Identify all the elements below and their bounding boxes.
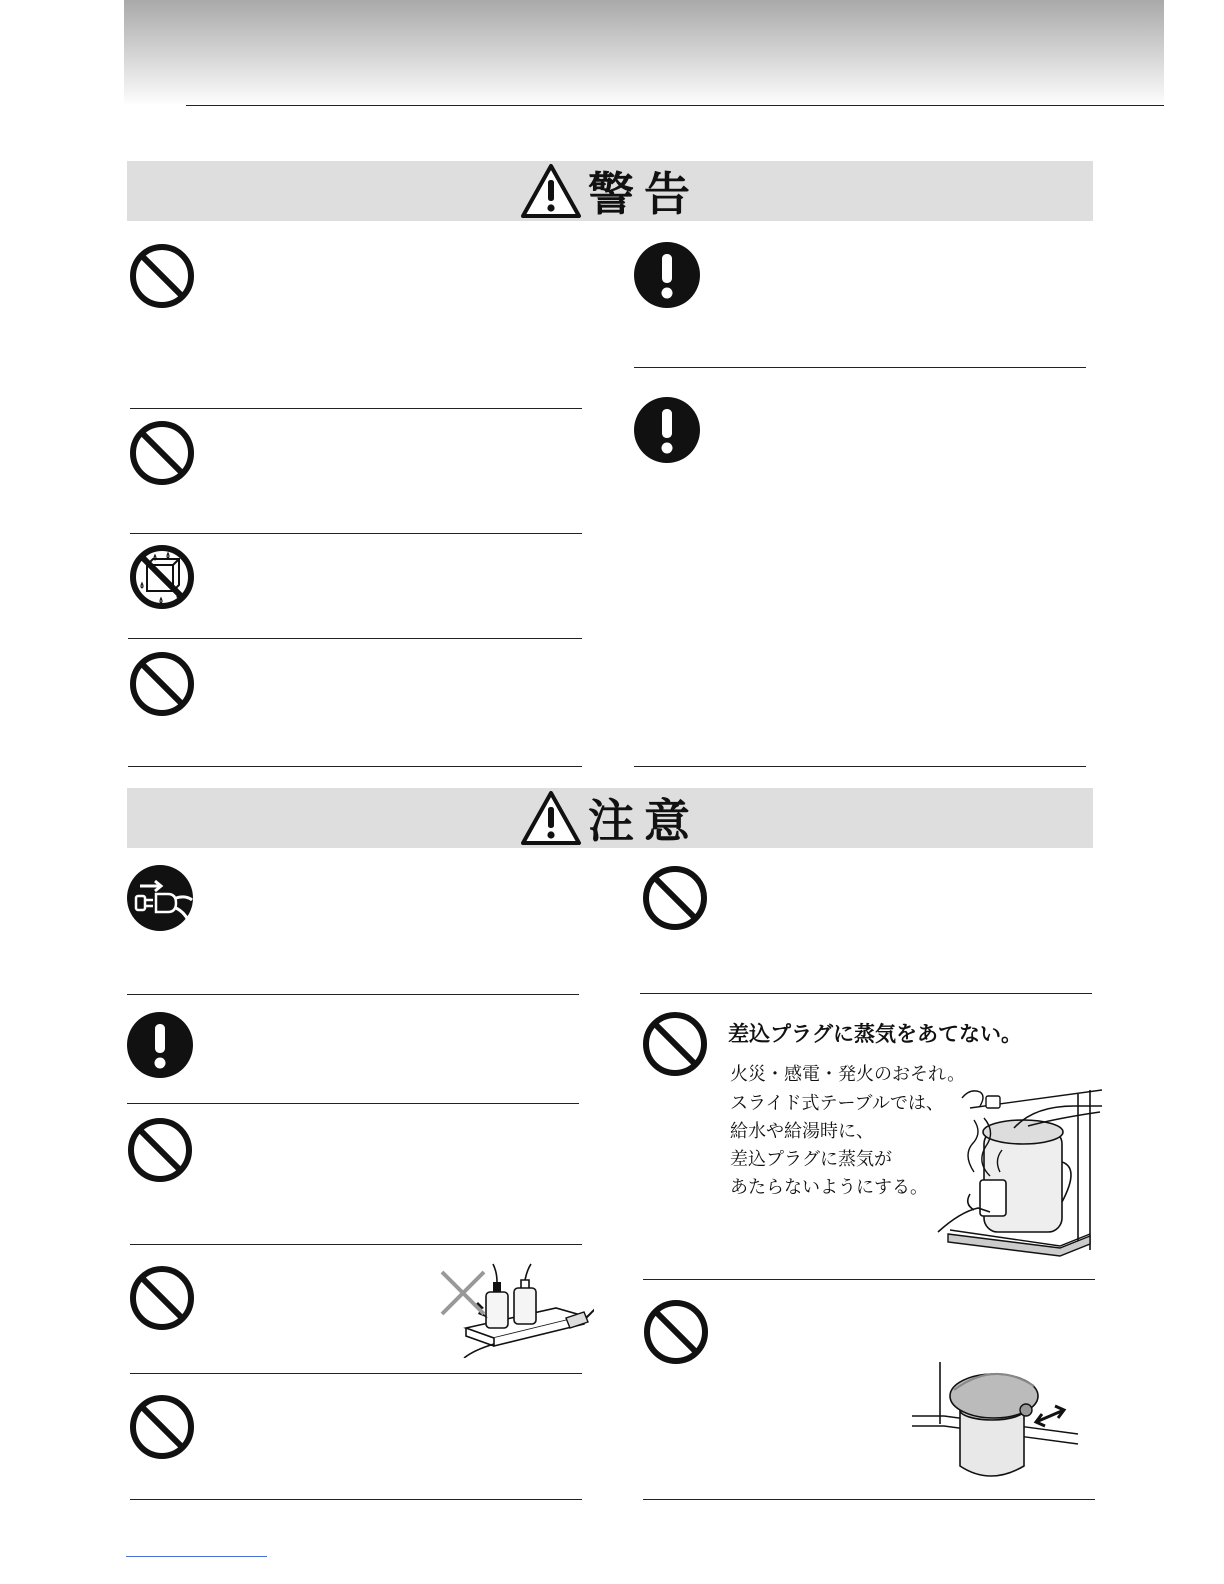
item-divider <box>640 993 1092 994</box>
do-not-wet-icon <box>128 543 196 611</box>
item-divider <box>130 1499 582 1500</box>
item-divider <box>127 994 579 995</box>
prohibited-icon <box>126 1116 194 1184</box>
overloaded-outlet-illustration <box>438 1262 594 1358</box>
unplug-icon <box>126 864 194 932</box>
mandatory-icon <box>633 241 701 309</box>
item-divider <box>130 533 582 534</box>
steam-item-line: 差込プラグに蒸気が <box>730 1149 892 1170</box>
caution-title: 注意 <box>588 794 700 848</box>
mandatory-icon <box>126 1011 194 1079</box>
steam-item-line: 火災・感電・発火のおそれ。 <box>730 1064 966 1085</box>
item-divider <box>634 766 1086 767</box>
prohibited-icon <box>642 1298 710 1366</box>
item-divider <box>127 1103 579 1104</box>
prohibited-icon <box>128 1393 196 1461</box>
mandatory-icon <box>633 396 701 464</box>
warning-triangle-icon <box>520 790 582 846</box>
item-divider <box>128 638 582 639</box>
pot-clearance-illustration <box>908 1360 1080 1482</box>
prohibited-icon <box>641 864 709 932</box>
warning-section-bar <box>127 161 1093 221</box>
item-divider <box>128 766 582 767</box>
prohibited-icon <box>128 650 196 718</box>
steam-item-line: あたらないようにする。 <box>730 1177 928 1198</box>
item-divider <box>643 1279 1095 1280</box>
steam-item-line: 給水や給湯時に、 <box>730 1121 874 1142</box>
prohibited-icon <box>128 1264 196 1332</box>
header-rule <box>186 105 1164 106</box>
prohibited-icon <box>128 242 196 310</box>
steam-item-line: スライド式テーブルでは、 <box>730 1093 944 1114</box>
footer-link-rule[interactable] <box>126 1556 267 1557</box>
prohibited-icon <box>128 419 196 487</box>
item-divider <box>643 1499 1095 1500</box>
steam-item-heading: 差込プラグに蒸気をあてない。 <box>728 1022 1022 1046</box>
item-divider <box>130 1373 582 1374</box>
item-divider <box>130 1244 582 1245</box>
item-divider <box>130 408 582 409</box>
pot-steam-illustration <box>930 1082 1102 1260</box>
warning-triangle-icon <box>520 163 582 219</box>
item-divider <box>634 367 1086 368</box>
prohibited-icon <box>641 1010 709 1078</box>
caution-section-bar <box>127 788 1093 848</box>
header-banner <box>124 0 1164 106</box>
warning-title: 警告 <box>588 167 700 221</box>
